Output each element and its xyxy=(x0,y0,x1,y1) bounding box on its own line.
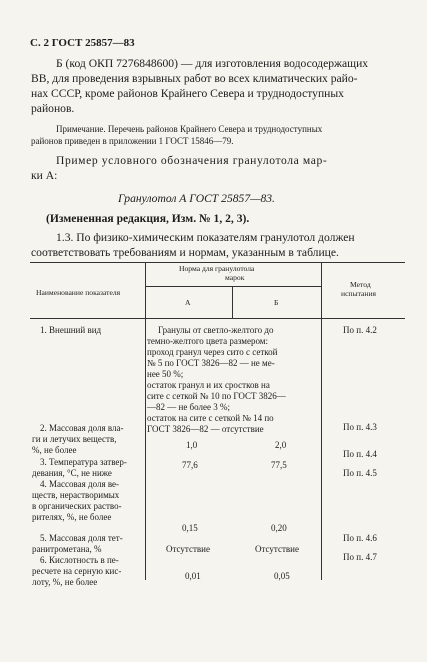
header-grade-a: А xyxy=(185,298,191,307)
text-line: соответствовать требованиям и нормам, указанным в таблице. xyxy=(31,246,339,259)
grade-b-value: Отсутствие xyxy=(255,544,299,554)
header-method-line: испытания xyxy=(341,289,377,298)
indicator-line: 3. Температура затвер- xyxy=(40,457,127,467)
method-ref: По п. 4.2 xyxy=(343,325,377,335)
norm-text-line: —82 — не более 3 %; xyxy=(147,402,230,412)
amendment-note: (Измененная редакция, Изм. № 1, 2, 3). xyxy=(46,212,250,225)
norm-text-line: нее 50 %; xyxy=(147,369,184,379)
header-norm-rule xyxy=(145,286,321,287)
col-divider xyxy=(145,262,146,580)
indicator-line: 6. Кислотность в пе- xyxy=(40,555,119,565)
header-grade-b: Б xyxy=(274,298,279,307)
text-line: ВВ, для проведения взрывных работ во всех климатических райо- xyxy=(31,72,358,85)
grade-a-value: 0,01 xyxy=(185,571,201,581)
indicator-line: ранитрометана, % xyxy=(32,544,102,554)
text-line: нах СССР, кроме районов Крайнего Севера и труднодоступных xyxy=(31,87,344,100)
indicator-line: 2. Массовая доля вла- xyxy=(40,423,124,433)
indicator-line: ществ, нерастворимых xyxy=(32,490,120,500)
example-line: ки А: xyxy=(31,169,58,182)
method-ref: По п. 4.3 xyxy=(343,422,377,432)
method-ref: По п. 4.5 xyxy=(343,468,377,478)
norm-text-line: ГОСТ 3826—82 — отсутствие xyxy=(147,424,264,434)
table-top-rule xyxy=(30,262,405,263)
text-line: 1.3. По физико-химическим показателям гранулотол должен xyxy=(56,231,355,244)
grade-a-value: 0,15 xyxy=(182,523,198,533)
grade-a-value: 77,6 xyxy=(182,460,198,470)
grade-b-value: 0,05 xyxy=(274,571,290,581)
grade-b-value: 0,20 xyxy=(271,523,287,533)
grade-a-value: 1,0 xyxy=(186,440,198,450)
indicator-line: рителях, %, не более xyxy=(32,512,112,522)
norm-text-line: остаток на сите с сеткой № 14 по xyxy=(147,413,274,423)
col-divider xyxy=(232,286,233,318)
norm-text-line: проход гранул через сито с сеткой xyxy=(147,347,278,357)
norm-text-line: № 5 по ГОСТ 3826—82 — не ме- xyxy=(147,358,275,368)
indicator-line: ги и летучих веществ, xyxy=(32,434,117,444)
method-ref: По п. 4.7 xyxy=(343,552,377,562)
header-norm-line: марок xyxy=(225,273,245,282)
indicator-line: 4. Массовая доля ве- xyxy=(40,479,120,489)
method-ref: По п. 4.6 xyxy=(343,533,377,543)
indicator-line: 5. Массовая доля тет- xyxy=(40,533,123,543)
norm-text-line: сите с сеткой № 10 по ГОСТ 3826— xyxy=(147,391,286,401)
indicator-line: в органических раство- xyxy=(32,501,122,511)
grade-b-value: 2,0 xyxy=(275,440,287,450)
grade-a-value: Отсутствие xyxy=(166,544,210,554)
header-method-line: Метод xyxy=(350,280,371,289)
header-norm-line: Норма для гранулотола xyxy=(179,264,255,273)
grade-b-value: 77,5 xyxy=(271,460,287,470)
page-header: С. 2 ГОСТ 25857—83 xyxy=(30,37,135,49)
header-bottom-rule xyxy=(30,318,405,319)
norm-text-line: остаток гранул и их сростков на xyxy=(147,380,270,390)
method-ref: По п. 4.4 xyxy=(343,449,377,459)
text-line: Б (код ОКП 7276848600) — для изготовления водосодержащих xyxy=(56,57,369,70)
indicator-line: 1. Внешний вид xyxy=(40,325,102,335)
norm-text-line: Гранулы от светло-желтого до xyxy=(158,325,274,335)
indicator-line: лоту, %, не более xyxy=(32,577,98,587)
text-line: районов. xyxy=(31,102,75,115)
indicator-line: девания, °С, не ниже xyxy=(32,468,112,478)
example-line: Пример условного обозначения гранулотола мар- xyxy=(56,154,328,167)
header-indicator: Наименование показателя xyxy=(36,288,121,297)
product-designation: Гранулотол А ГОСТ 25857—83. xyxy=(118,192,275,205)
indicator-line: ресчете на серную кис- xyxy=(32,566,122,576)
note-line: районов приведен в приложении 1 ГОСТ 15846—79. xyxy=(31,136,234,146)
norm-text-line: темно-желтого цвета размером: xyxy=(147,336,268,346)
note-line: Примечание. Перечень районов Крайнего Севера и труднодоступных xyxy=(56,124,323,134)
indicator-line: %, не более xyxy=(32,445,77,455)
col-divider xyxy=(321,262,322,580)
